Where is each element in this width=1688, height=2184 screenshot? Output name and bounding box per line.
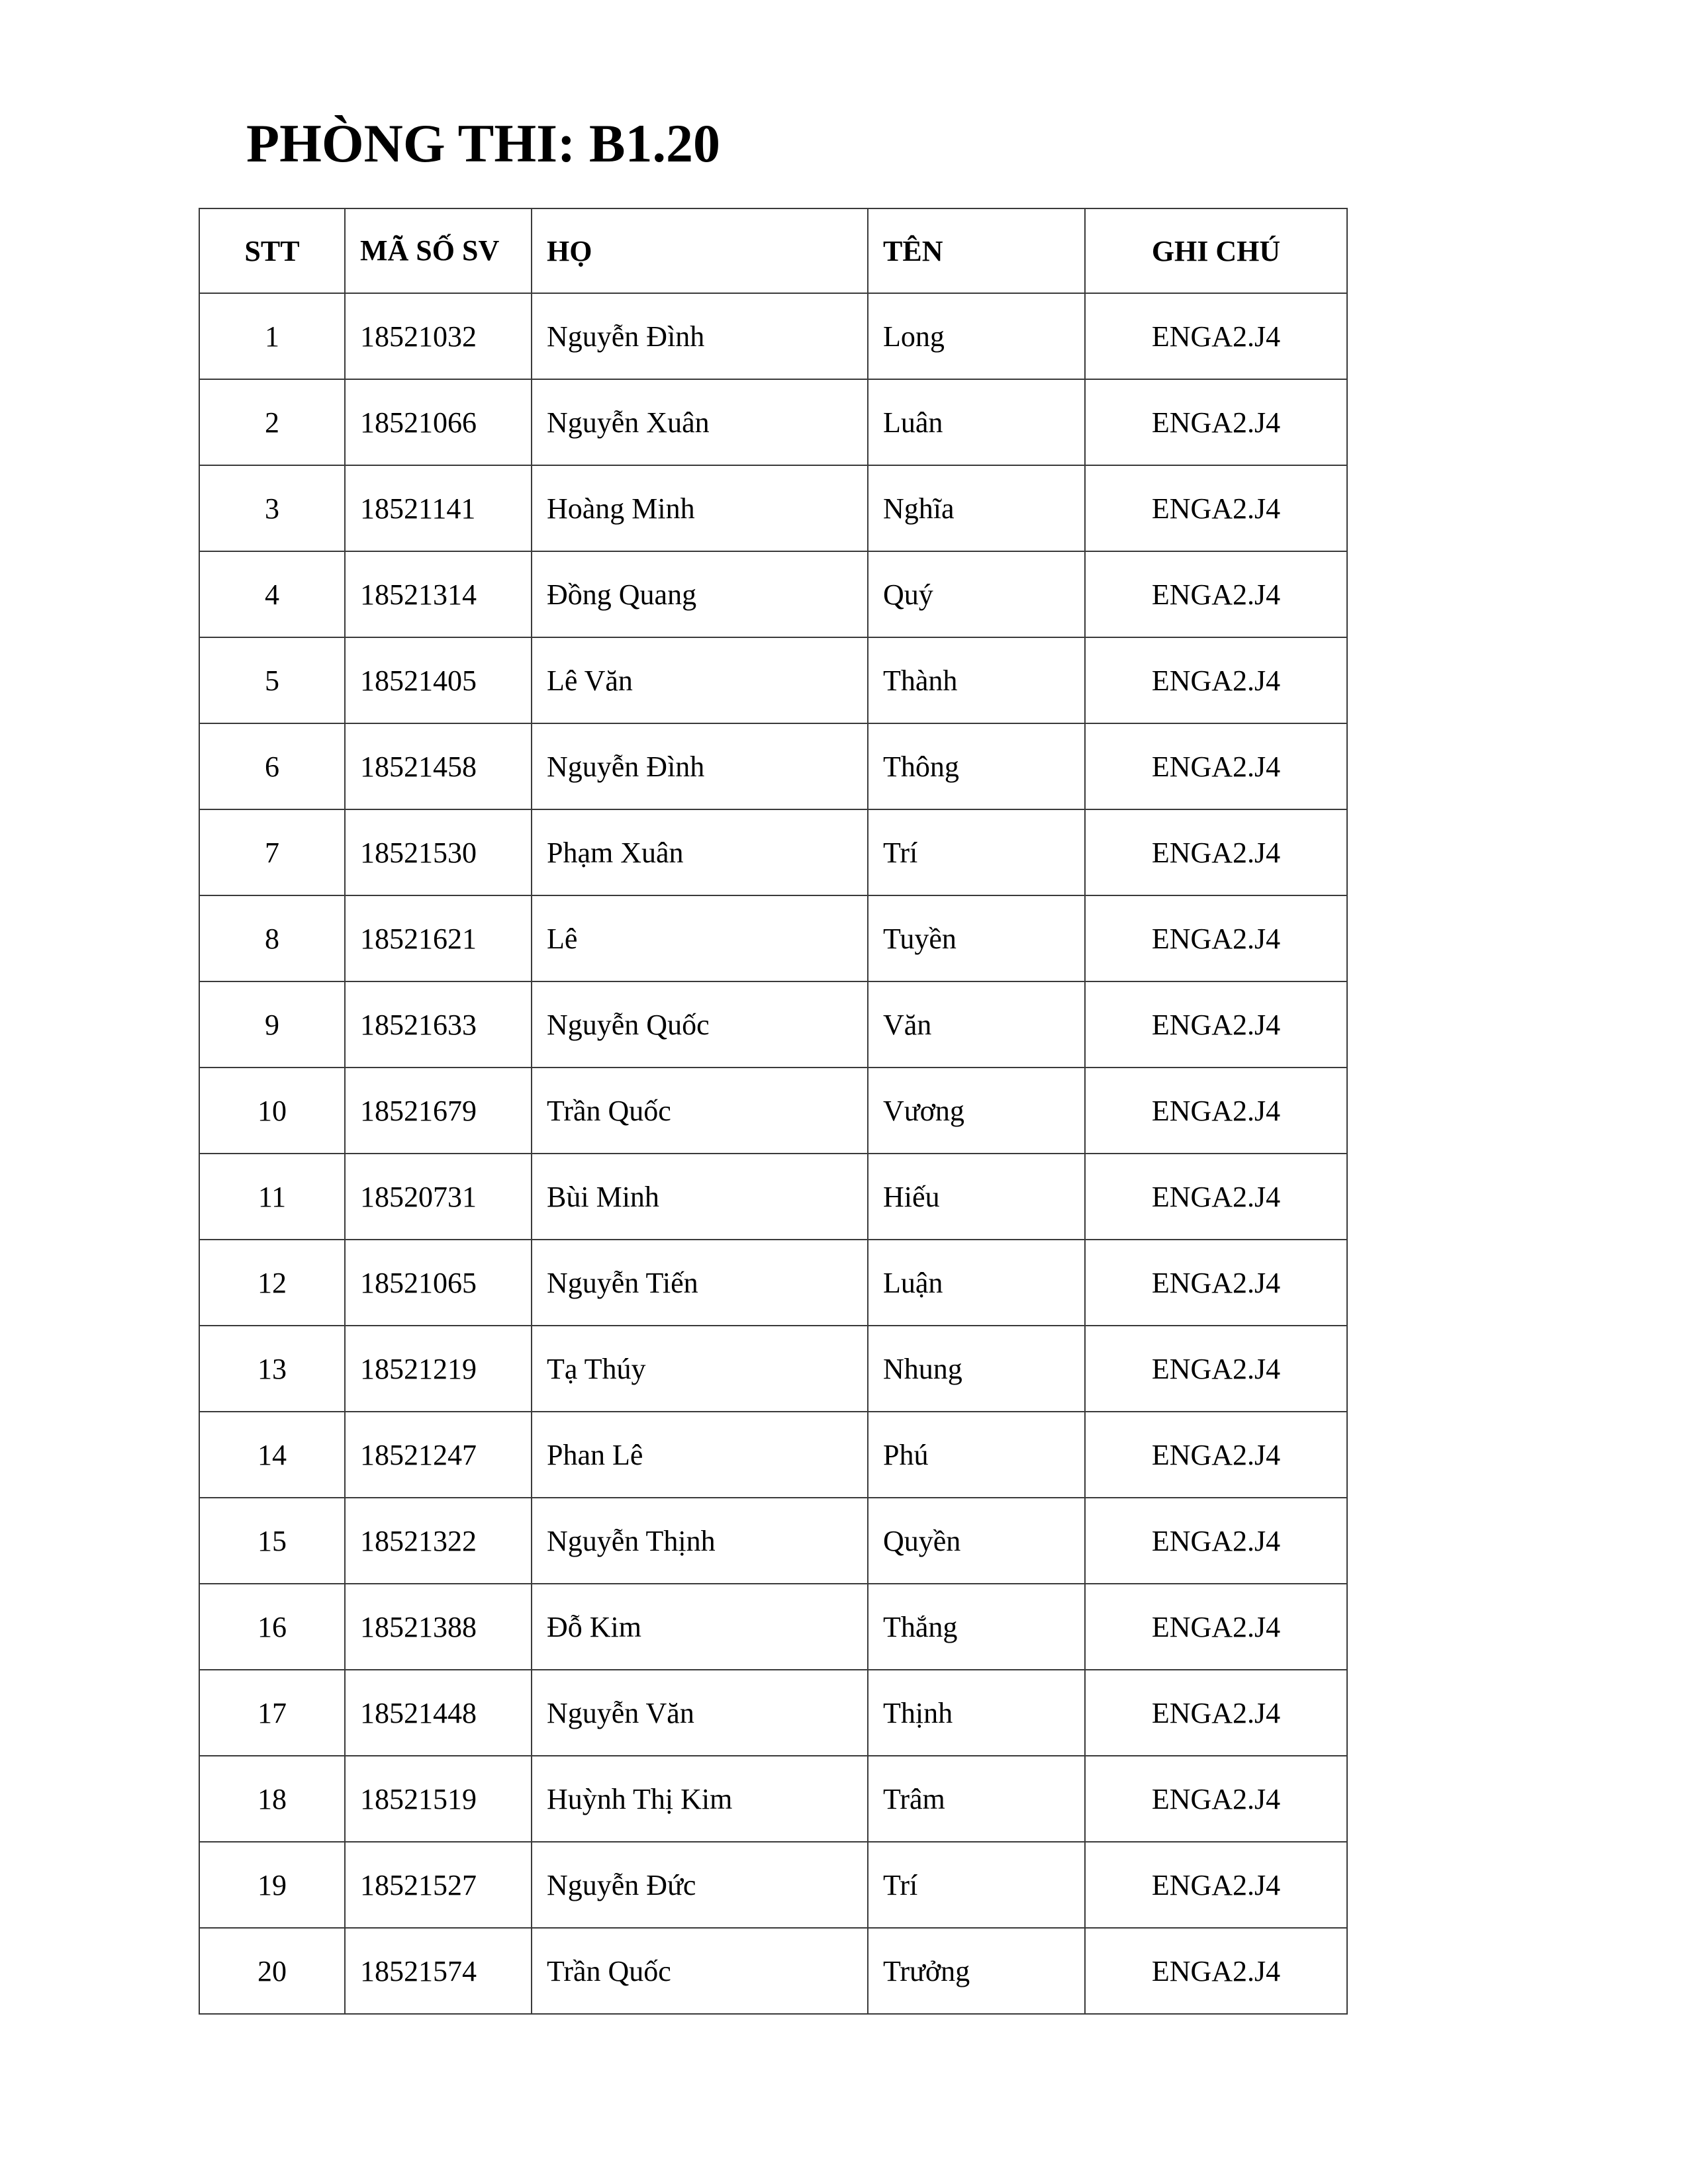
cell-stt: 7 (199, 809, 345, 895)
cell-stt: 18 (199, 1756, 345, 1842)
cell-note: ENGA2.J4 (1085, 1756, 1347, 1842)
cell-student-id: 18521527 (345, 1842, 532, 1928)
cell-note: ENGA2.J4 (1085, 1412, 1347, 1498)
cell-first-name: Nghĩa (868, 465, 1085, 551)
cell-first-name: Thịnh (868, 1670, 1085, 1756)
cell-stt: 8 (199, 895, 345, 981)
cell-last-name: Tạ Thúy (532, 1326, 868, 1412)
cell-student-id: 18521448 (345, 1670, 532, 1756)
student-roster-table (199, 208, 1348, 2015)
cell-note: ENGA2.J4 (1085, 637, 1347, 723)
cell-note: ENGA2.J4 (1085, 1928, 1347, 2014)
cell-note: ENGA2.J4 (1085, 1584, 1347, 1670)
cell-student-id: 18521679 (345, 1068, 532, 1154)
cell-student-id: 18521219 (345, 1326, 532, 1412)
cell-stt: 2 (199, 379, 345, 465)
cell-stt: 17 (199, 1670, 345, 1756)
cell-note: ENGA2.J4 (1085, 1842, 1347, 1928)
cell-note: ENGA2.J4 (1085, 981, 1347, 1068)
cell-last-name: Nguyễn Tiến (532, 1240, 868, 1326)
table-row (199, 1670, 1347, 1756)
cell-note: ENGA2.J4 (1085, 293, 1347, 379)
cell-first-name: Quý (868, 551, 1085, 637)
table-row (199, 1412, 1347, 1498)
cell-note: ENGA2.J4 (1085, 1498, 1347, 1584)
header-student-id: MÃ SỐ SV (345, 208, 532, 293)
cell-last-name: Trần Quốc (532, 1068, 868, 1154)
table-row (199, 981, 1347, 1068)
cell-student-id: 18521066 (345, 379, 532, 465)
table-row (199, 1928, 1347, 2014)
cell-first-name: Luận (868, 1240, 1085, 1326)
cell-student-id: 18521247 (345, 1412, 532, 1498)
cell-first-name: Trí (868, 809, 1085, 895)
table-row (199, 1584, 1347, 1670)
table-header (199, 208, 1347, 293)
cell-first-name: Trâm (868, 1756, 1085, 1842)
cell-student-id: 18521065 (345, 1240, 532, 1326)
cell-student-id: 18521032 (345, 293, 532, 379)
table-row (199, 293, 1347, 379)
cell-stt: 11 (199, 1154, 345, 1240)
table-row (199, 809, 1347, 895)
table-body (199, 293, 1347, 2014)
cell-student-id: 18521314 (345, 551, 532, 637)
cell-student-id: 18520731 (345, 1154, 532, 1240)
cell-stt: 15 (199, 1498, 345, 1584)
cell-note: ENGA2.J4 (1085, 1240, 1347, 1326)
cell-last-name: Phan Lê (532, 1412, 868, 1498)
cell-note: ENGA2.J4 (1085, 895, 1347, 981)
cell-last-name: Lê Văn (532, 637, 868, 723)
cell-note: ENGA2.J4 (1085, 809, 1347, 895)
cell-student-id: 18521519 (345, 1756, 532, 1842)
cell-note: ENGA2.J4 (1085, 379, 1347, 465)
cell-note: ENGA2.J4 (1085, 1068, 1347, 1154)
cell-student-id: 18521141 (345, 465, 532, 551)
header-stt: STT (199, 208, 345, 293)
cell-student-id: 18521388 (345, 1584, 532, 1670)
cell-stt: 10 (199, 1068, 345, 1154)
cell-student-id: 18521530 (345, 809, 532, 895)
table-row (199, 551, 1347, 637)
table-row (199, 1240, 1347, 1326)
cell-last-name: Nguyễn Quốc (532, 981, 868, 1068)
cell-first-name: Luân (868, 379, 1085, 465)
cell-stt: 12 (199, 1240, 345, 1326)
table-row (199, 465, 1347, 551)
cell-first-name: Thành (868, 637, 1085, 723)
cell-last-name: Nguyễn Đức (532, 1842, 868, 1928)
cell-note: ENGA2.J4 (1085, 1154, 1347, 1240)
cell-first-name: Thắng (868, 1584, 1085, 1670)
cell-last-name: Đồng Quang (532, 551, 868, 637)
cell-last-name: Phạm Xuân (532, 809, 868, 895)
cell-last-name: Nguyễn Đình (532, 293, 868, 379)
cell-first-name: Thông (868, 723, 1085, 809)
cell-last-name: Hoàng Minh (532, 465, 868, 551)
cell-first-name: Long (868, 293, 1085, 379)
cell-note: ENGA2.J4 (1085, 1326, 1347, 1412)
cell-note: ENGA2.J4 (1085, 723, 1347, 809)
cell-student-id: 18521574 (345, 1928, 532, 2014)
cell-last-name: Nguyễn Xuân (532, 379, 868, 465)
cell-last-name: Bùi Minh (532, 1154, 868, 1240)
cell-first-name: Nhung (868, 1326, 1085, 1412)
table-row (199, 1842, 1347, 1928)
table-row (199, 723, 1347, 809)
cell-student-id: 18521633 (345, 981, 532, 1068)
cell-stt: 4 (199, 551, 345, 637)
cell-stt: 20 (199, 1928, 345, 2014)
cell-student-id: 18521621 (345, 895, 532, 981)
cell-note: ENGA2.J4 (1085, 551, 1347, 637)
table-row (199, 1326, 1347, 1412)
cell-first-name: Quyền (868, 1498, 1085, 1584)
header-last-name: HỌ (532, 208, 868, 293)
cell-first-name: Trí (868, 1842, 1085, 1928)
cell-stt: 16 (199, 1584, 345, 1670)
cell-student-id: 18521458 (345, 723, 532, 809)
cell-first-name: Phú (868, 1412, 1085, 1498)
cell-last-name: Huỳnh Thị Kim (532, 1756, 868, 1842)
cell-student-id: 18521405 (345, 637, 532, 723)
table-row (199, 895, 1347, 981)
table-row (199, 1498, 1347, 1584)
cell-student-id: 18521322 (345, 1498, 532, 1584)
table-row (199, 1154, 1347, 1240)
cell-stt: 5 (199, 637, 345, 723)
cell-last-name: Nguyễn Văn (532, 1670, 868, 1756)
cell-last-name: Nguyễn Thịnh (532, 1498, 868, 1584)
cell-stt: 9 (199, 981, 345, 1068)
cell-first-name: Vương (868, 1068, 1085, 1154)
table-row (199, 1756, 1347, 1842)
table-row (199, 379, 1347, 465)
cell-stt: 14 (199, 1412, 345, 1498)
cell-last-name: Nguyễn Đình (532, 723, 868, 809)
cell-last-name: Đỗ Kim (532, 1584, 868, 1670)
table-row (199, 637, 1347, 723)
header-note: GHI CHÚ (1085, 208, 1347, 293)
cell-first-name: Trưởng (868, 1928, 1085, 2014)
cell-first-name: Tuyền (868, 895, 1085, 981)
cell-stt: 13 (199, 1326, 345, 1412)
cell-stt: 19 (199, 1842, 345, 1928)
cell-stt: 6 (199, 723, 345, 809)
table-row (199, 1068, 1347, 1154)
page-title: PHÒNG THI: B1.20 (246, 113, 721, 173)
cell-note: ENGA2.J4 (1085, 465, 1347, 551)
cell-note: ENGA2.J4 (1085, 1670, 1347, 1756)
cell-first-name: Văn (868, 981, 1085, 1068)
cell-last-name: Lê (532, 895, 868, 981)
cell-stt: 3 (199, 465, 345, 551)
cell-last-name: Trần Quốc (532, 1928, 868, 2014)
cell-first-name: Hiếu (868, 1154, 1085, 1240)
cell-stt: 1 (199, 293, 345, 379)
header-first-name: TÊN (868, 208, 1085, 293)
header-row (199, 208, 1347, 293)
